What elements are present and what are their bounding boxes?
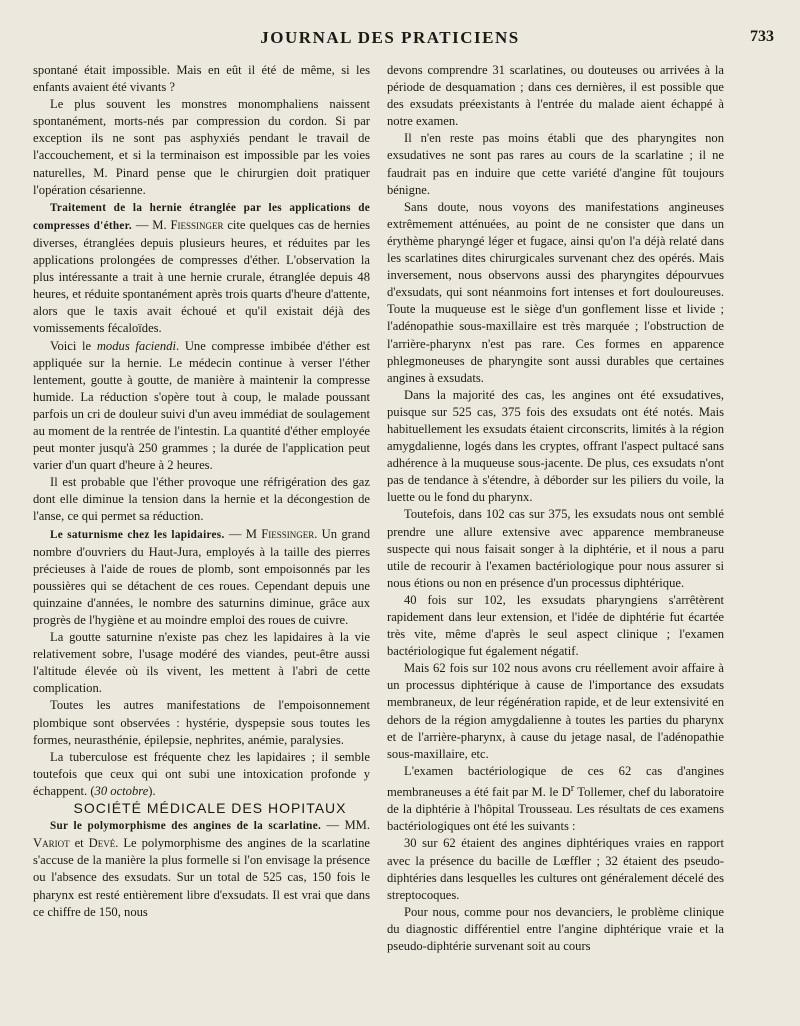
author-name: Devé xyxy=(88,836,116,851)
paragraph xyxy=(387,763,724,836)
paragraph: Toutes les autres manifestations de l'empoisonnement plombique sont observées : hystérie, dyspepsie sous toutes les formes, neurasthénie, épilepsie, nephrites, anémie, paralysies. xyxy=(33,698,370,747)
paragraph xyxy=(33,338,370,475)
author-name: Fiessinger xyxy=(261,526,315,541)
paragraph: Dans la majorité des cas, les angines ont été exsudatives, puisque sur 525 cas, 375 fois des exsudats ont été notés. Mais habituellement les exsudats étaient circonscrits, limités à la région amygdalienne, logés dans les cryptes, offrant l'aspect pultacé sans adhérence à la muqueuse sous-jacente. De plus, ces exsudats n'ont pas de tendance à s'étendre, à déborder sur les piliers du voile, la luette ou le fond du pharynx. xyxy=(387,387,724,505)
paragraph-scarlatine xyxy=(33,817,370,921)
paragraph-hernia xyxy=(33,199,370,338)
text-run: . Une compresse imbibée d'éther est appliquée sur la hernie. Le médecin continue à verser l'éther lentement, goutte à goutte, de manière à maintenir la compresse humide. La réduction s'opère tout à coup, le malade poussant parfois un cri de douleur suivi d'un aveu immédiat de soulagement au moment de la rentrée de l'intestin. La quantité d'éther employée peut monter jusqu'à 250 grammes ; la durée de l'application peut varier d'un quart d'heure à 2 heures. xyxy=(33,338,370,473)
paragraph: Toutefois, dans 102 cas sur 375, les exsudats nous ont semblé prendre une allure extensive avec apparence membraneuse suspecte qui nous faisait songer à la diphtérie, et il nous a paru utile de recourir à l'examen bactériologique pour nous assurer si nous étions ou non en présence d'un processus diphtérique. xyxy=(387,507,724,590)
text-run: Tollemer, chef du laboratoire de la diphtérie à l'hôpital Trousseau. Les résultats de ces examens bactériologiques ont été les suivants : xyxy=(387,785,724,834)
right-column xyxy=(387,62,724,955)
paragraph: La goutte saturnine n'existe pas chez les lapidaires à la vie relativement sobre, l'usage modéré des viandes, peut-être aussi l'altitude élevée où ils vivent, les mettent à l'abri de cette complication. xyxy=(33,630,370,696)
superscript: r xyxy=(570,782,575,794)
running-header xyxy=(0,28,800,52)
paragraph: 30 sur 62 étaient des angines diphtériques vraies en rapport avec la présence du bacille de Lœffler ; 32 étaient des pseudo-diphtéries dans lesquelles les cultures ont généralement décelé des streptocoques. xyxy=(387,836,724,902)
author-name: Fiessinger xyxy=(170,217,224,232)
paragraph: Il n'en reste pas moins établi que des pharyngites non exsudatives ne sont pas rares au cours de la scarlatine ; il ne faudrait pas en induire que cette variété d'angine fût toujours bénigne. xyxy=(387,131,724,197)
paragraph-saturnism xyxy=(33,526,370,630)
paragraph: 40 fois sur 102, les exsudats pharyngiens s'arrêtèrent rapidement dans leur extension, et l'idée de diphtérie fut écartée très vite, même d'après le seul aspect clinique ; l'examen bactériologique fut également négatif. xyxy=(387,592,724,659)
text-run: Voici le xyxy=(50,338,97,353)
paragraph-text: . Un grand nombre d'ouvriers du Haut-Jura, employés à la taille des pierres précieuses à l'aide de roues de plomb, sont empoisonnés par les poussières qui se détachent de ces roues. Cependant depuis une quinzaine d'années, le nombre des saturnins diminue, grâce aux progrès de l'hygiène et au moindre emploi des roues de cuivre. xyxy=(33,526,370,627)
left-column xyxy=(33,62,370,921)
text-run: ). xyxy=(148,783,156,798)
rubric-heading: Traitement de la hernie étranglée par les applications de compresses d'éther. xyxy=(33,201,370,232)
paragraph: Il est probable que l'éther provoque une réfrigération des gaz dont elle diminue la tension dans la hernie et la décongestion de l'anse, ce qui permet sa réduction. xyxy=(33,475,370,524)
page-number: 733 xyxy=(750,28,774,45)
paragraph: Mais 62 fois sur 102 nous avons cru réellement avoir affaire à un processus diphtérique à cause de l'importance des exsudats membraneux, de leur régénération rapide, et de leur extensivité en dehors de la région amygdalienne à toutes les parties du pharynx et de l'arrière-pharynx, à cause du jetage nasal, de l'adénopathie sous-maxillaire, etc. xyxy=(387,661,724,761)
dash: — M xyxy=(224,526,262,541)
italic-date: 30 octobre xyxy=(94,783,149,798)
dash: — M. xyxy=(132,217,171,232)
paragraph: devons comprendre 31 scarlatines, ou douteuses ou arrivées à la période de desquamation ; dans ces dernières, il est possible que des exsudats préexistants à l'entrée du malade aient échappé à notre examen. xyxy=(387,63,724,129)
text-run: L'examen bactériologique de ces 62 cas d'angines membraneuses a été fait par M. le D xyxy=(387,763,724,800)
paragraph: spontané était impossible. Mais en eût il été de même, si les enfants avaient été vivants ? xyxy=(33,63,370,95)
paragraph-text: . Le polymorphisme des angines de la scarlatine s'accuse de la manière la plus formelle si l'on envisage la présence ou l'absence des exsudats. Sur un total de 525 cas, 150 fois le pharynx est resté entièrement libre d'exsudats. Il est vrai que dans ce chiffre de 150, nous xyxy=(33,836,371,919)
paragraph: Sans doute, nous voyons des manifestations angineuses extrêmement atténuées, au point de ne consister que dans un érythème pharyngé léger et fugace, ainsi qu'on l'a déjà relaté dans les scarlatines dites chirurgicales survenant chez des opérés. Mais inversement, nous observons aussi des pharyngites dépourvues d'exsudats, qui sont néanmoins fort intenses et fort douloureuses. Toute la muqueuse est le siège d'un gonflement lisse et livide ; l'adénopathie sous-maxillaire est très marquée ; l'obstruction de l'arrière-pharynx n'est pas rare. Ces formes en apparence phlegmoneuses de pharyngite sont aussi durables que certaines angines à exsudats. xyxy=(387,199,724,385)
text-run: et xyxy=(69,836,89,851)
paragraph: Pour nous, comme pour nos devanciers, le problème clinique du diagnostic différentiel entre l'angine diphtérique vraie et la pseudo-diphtérie survenant soit au cours xyxy=(387,904,724,953)
dash: — MM. xyxy=(321,818,370,833)
italic-text: modus faciendi xyxy=(96,338,176,353)
rubric-heading: Sur le polymorphisme des angines de la scarlatine. xyxy=(50,820,322,833)
journal-title: JOURNAL DES PRATICIENS xyxy=(260,28,520,47)
rubric-heading: Le saturnisme chez les lapidaires. xyxy=(50,528,225,541)
author-name: Variot xyxy=(33,836,70,851)
paragraph-text: cite quelques cas de hernies diverses, étranglées depuis plusieurs heures, et réduites par les applications prolongées de compresses d'éther. L'observation la plus intéressante a trait à une hernie crurale, étranglée depuis 48 heures, et réduite spontanément après trois quarts d'heure d'attente, alors que le taxis avait échoué et qu'il existait déjà des vomissements fécaloïdes. xyxy=(33,217,371,336)
paragraph: Le plus souvent les monstres monomphaliens naissent spontanément, morts-nés par compression du cordon. Si par exception ils ne sont pas asphyxiés pendant le travail de l'accouchement, et si la terminaison est impossible par les voies naturelles, M. Pinard pense que le chirurgien doit pratiquer l'opération césarienne. xyxy=(33,97,370,197)
text-run: La tuberculose est fréquente chez les lapidaires ; il semble toutefois que ceux qui ont subi une intoxication profonde y échappent. ( xyxy=(33,749,370,798)
paragraph xyxy=(33,749,370,800)
section-title: SOCIÉTÉ MÉDICALE DES HOPITAUX xyxy=(73,800,347,817)
